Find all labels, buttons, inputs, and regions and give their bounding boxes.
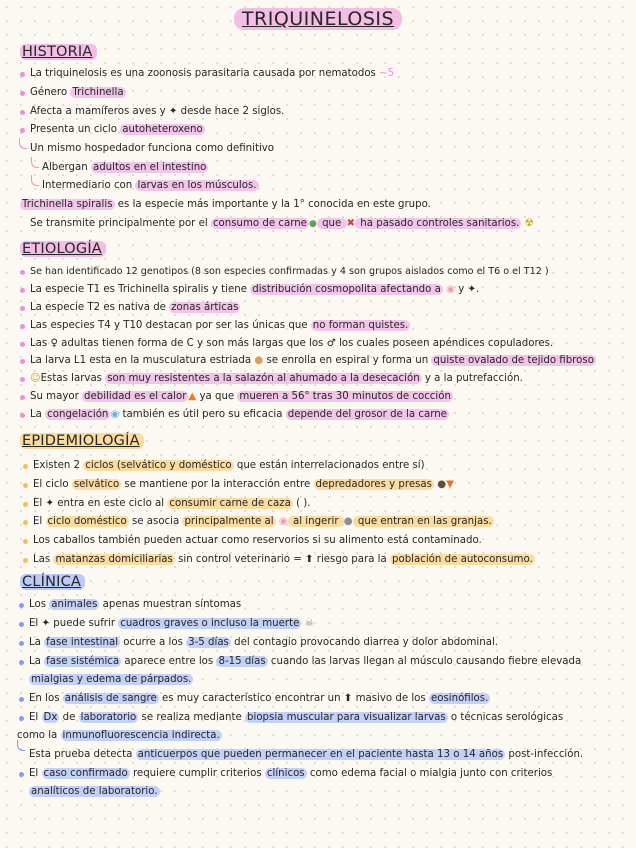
heading-etiologia: ETIOLOGÍA <box>20 241 106 257</box>
text-line: Un mismo hospedador funciona como definitivo <box>30 143 275 154</box>
bullet <box>20 288 25 293</box>
bullet <box>23 539 28 544</box>
text-line: El ciclo selvático se mantiene por la interacción entre depredadores y presas ●▼ <box>33 479 454 490</box>
text-line: Albergan adultos en el intestino <box>42 162 207 173</box>
text-line: La congelación ◉ también es útil pero su eficacia depende del grosor de la carne <box>30 409 447 420</box>
boar-icon: ● <box>437 479 447 490</box>
text-line: Esta prueba detecta anticuerpos que pueden permanecer en el paciente hasta 13 o 14 años post-infección. <box>29 749 584 760</box>
text-line: El ✦ puede sufrir cuadros graves o incluso la muerte ☠ <box>29 618 314 629</box>
text-line: El Dx de laboratorio se realiza mediante biopsia muscular para visualizar larvas o técnicas serológicas <box>29 712 564 723</box>
text-line: El ✦ entra en este ciclo al consumir carne de caza ( ). <box>33 498 311 509</box>
sausage-icon: ● <box>308 219 317 229</box>
pig-icon: ◉ <box>275 516 288 527</box>
bullet <box>20 342 25 347</box>
heading-historia: HISTORIA <box>20 44 97 60</box>
text-line: mialgias y edema de párpados. <box>31 674 192 685</box>
bullet <box>19 603 24 608</box>
text-line: Las matanzas domiciliarias sin control veterinario = ⬆ riesgo para la población de autoconsumo. <box>33 554 533 565</box>
bullet <box>20 91 25 96</box>
cold-face-icon: ◉ <box>110 409 120 420</box>
bullet <box>20 128 25 133</box>
text-line: La especie T1 es Trichinella spiralis y tiene distribución cosmopolita afectando a ◉ y ✦. <box>30 284 480 295</box>
text-line: Trichinella spiralis es la especie más importante y la 1° conocida en este grupo. <box>22 199 431 210</box>
fire-icon: ▲ <box>188 391 197 402</box>
bullet <box>19 622 24 627</box>
heading-clinica: CLÍNICA <box>20 574 85 590</box>
connector-arrow <box>17 740 25 751</box>
bullet <box>23 558 28 563</box>
text-line: Afecta a mamíferos aves y ✦ desde hace 2 siglos. <box>30 106 285 117</box>
bullet <box>20 413 25 418</box>
connector-arrow <box>31 175 39 186</box>
bullet <box>23 464 28 469</box>
text-line: Los caballos también pueden actuar como reservorios si su alimento está contaminado. <box>33 535 482 546</box>
cross-icon: ✖ <box>346 218 356 229</box>
text-line: La especie T2 es nativa de zonas árticas <box>30 302 239 313</box>
connector-arrow <box>31 157 39 168</box>
heading-epidemiologia: EPIDEMIOLOGÍA <box>20 433 144 449</box>
text-line: Existen 2 ciclos (selvático y doméstico que están interrelacionados entre sí) <box>33 460 425 471</box>
bullet <box>19 772 24 777</box>
bullet <box>20 270 25 275</box>
fox-icon: ▼ <box>446 479 454 490</box>
smiley-icon: ☺ <box>30 373 41 384</box>
bullet <box>20 72 25 77</box>
bullet <box>23 483 28 488</box>
text-line: Los animales apenas muestran síntomas <box>29 599 242 610</box>
text-line: El caso confirmado requiere cumplir criterios clínicos como edema facial o mialgia junto con criterios <box>29 768 553 779</box>
text-line: analíticos de laboratorio. <box>31 786 158 797</box>
bullet <box>20 359 25 364</box>
text-line: En los análisis de sangre es muy característico encontrar un ⬆ masivo de los eosinófilos. <box>29 693 489 704</box>
bullet <box>23 502 28 507</box>
bullet <box>20 110 25 115</box>
rat-icon: ● <box>343 516 353 527</box>
text-line: El ciclo doméstico se asocia principalmente al ◉ al ingerir ● que entran en las granjas. <box>33 516 492 527</box>
text-line: Intermediario con larvas en los músculos. <box>42 180 257 191</box>
text-line: La larva L1 esta en la musculatura estriada ● se enrolla en espiral y forma un quiste ovalado de tejido fibroso <box>30 355 594 366</box>
text-line: Se han identificado 12 genotipos (8 son especies confirmadas y 4 son grupos aislados como el T6 o el T12 ) <box>30 266 549 277</box>
page-title: TRIQUINELOSIS <box>0 8 636 30</box>
text-line: Las especies T4 y T10 destacan por ser las únicas que no forman quistes. <box>30 320 409 331</box>
text-line: como la inmunofluorescencia indirecta. <box>17 730 220 741</box>
text-line: Su mayor debilidad es el calor ▲ ya que mueren a 56° tras 30 minutos de cocción <box>30 391 451 402</box>
text-line: ☺Estas larvas son muy resistentes a la salazón al ahumado a la desecación y a la putrefacción. <box>30 373 523 384</box>
text-line: Presenta un ciclo autoheteroxeno <box>30 124 203 135</box>
bullet <box>20 377 25 382</box>
radioactive-icon: ☢ <box>524 218 534 229</box>
pig-icon: ◉ <box>442 284 455 295</box>
bullet <box>20 395 25 400</box>
text-line: Las ♀ adultas tienen forma de C y son más largas que los ♂ los cuales poseen apéndices copuladores. <box>30 338 554 349</box>
text-line: Género Trichinella <box>30 87 124 98</box>
skull-icon: ☠ <box>304 618 314 629</box>
bullet <box>20 324 25 329</box>
bullet <box>20 306 25 311</box>
bullet <box>19 660 24 665</box>
text-line: La fase sistémica aparece entre los 8-15 días cuando las larvas llegan al músculo causando fiebre elevada <box>29 656 582 667</box>
bullet <box>19 641 24 646</box>
bullet <box>19 716 24 721</box>
text-line: La triquinelosis es una zoonosis parasitaria causada por nematodos ~5 <box>30 68 395 79</box>
bullet <box>19 697 24 702</box>
bullet <box>23 520 28 525</box>
muscle-icon: ● <box>251 355 264 366</box>
text-line: Se transmite principalmente por el consumo de carne ● que ✖ ha pasado controles sanitarios. ☢ <box>30 218 534 229</box>
text-line: La fase intestinal ocurre a los 3-5 días del contagio provocando diarrea y dolor abdominal. <box>29 637 499 648</box>
connector-arrow <box>19 138 27 149</box>
